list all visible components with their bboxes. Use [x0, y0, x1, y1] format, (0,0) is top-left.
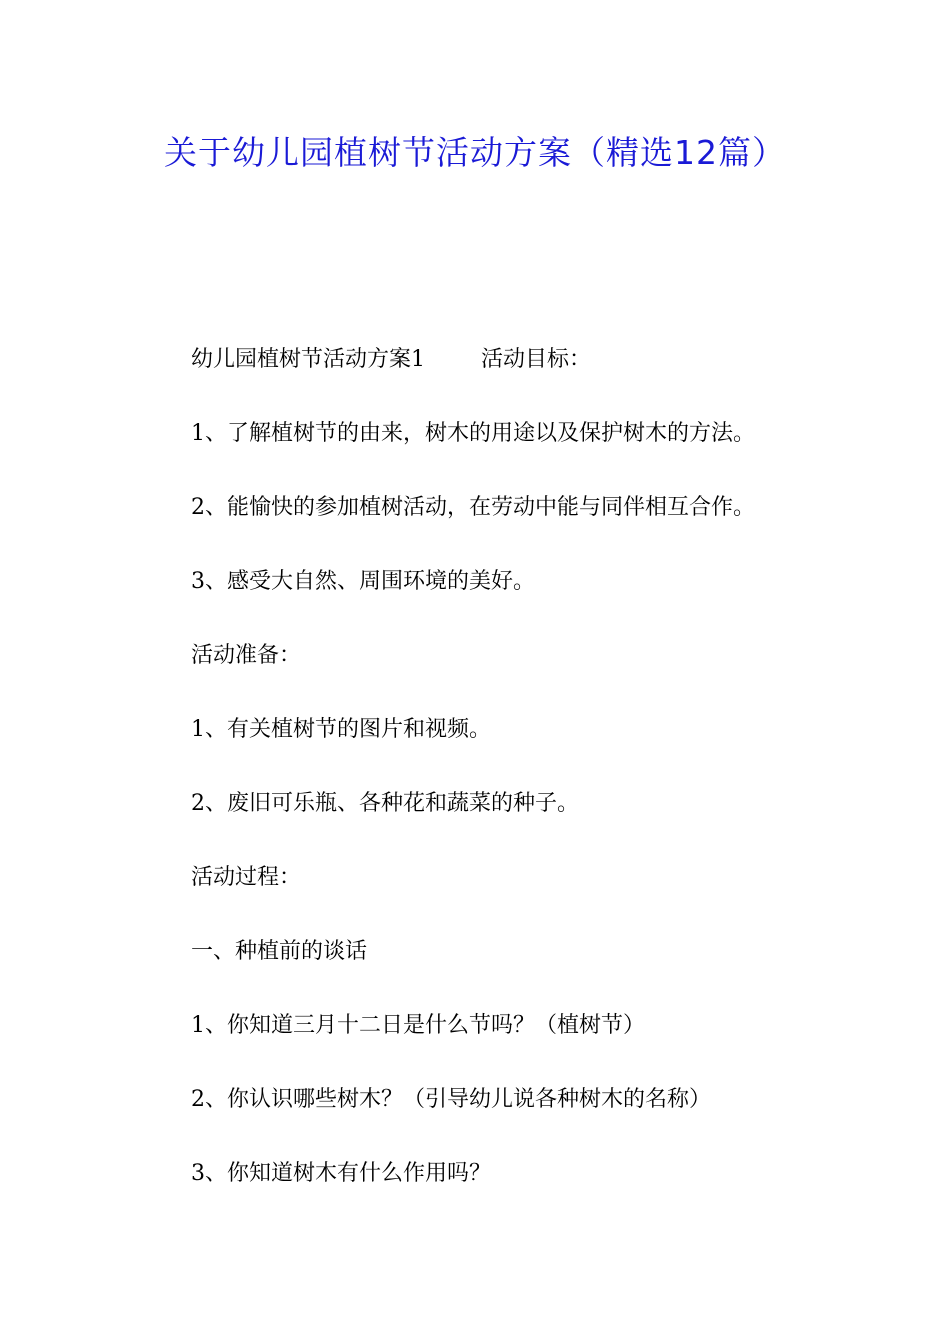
paragraph: 1、有关植树节的图片和视频。	[191, 717, 491, 742]
paragraph: 2、能愉快的参加植树活动，在劳动中能与同伴相互合作。	[191, 495, 755, 520]
paragraph: 2、废旧可乐瓶、各种花和蔬菜的种子。	[191, 791, 579, 816]
paragraph: 3、你知道树木有什么作用吗？	[191, 1161, 491, 1186]
paragraph: 1、了解植树节的由来，树木的用途以及保护树木的方法。	[191, 421, 755, 446]
paragraph: 1、你知道三月十二日是什么节吗？（植树节）	[191, 1013, 645, 1038]
goal-subheading: 活动目标：	[481, 347, 592, 372]
subsection-heading: 一、种植前的谈话	[191, 939, 368, 964]
paragraph: 3、感受大自然、周围环境的美好。	[191, 569, 535, 594]
plan-heading: 幼儿园植树节活动方案1	[191, 347, 425, 372]
document-body	[191, 338, 831, 1226]
section-heading: 活动准备：	[191, 643, 302, 668]
paragraph: 2、你认识哪些树木？（引导幼儿说各种树木的名称）	[191, 1087, 711, 1112]
document-title: 关于幼儿园植树节活动方案（精选12篇）	[164, 133, 786, 172]
section-heading-line	[191, 338, 831, 382]
section-heading: 活动过程：	[191, 865, 302, 890]
